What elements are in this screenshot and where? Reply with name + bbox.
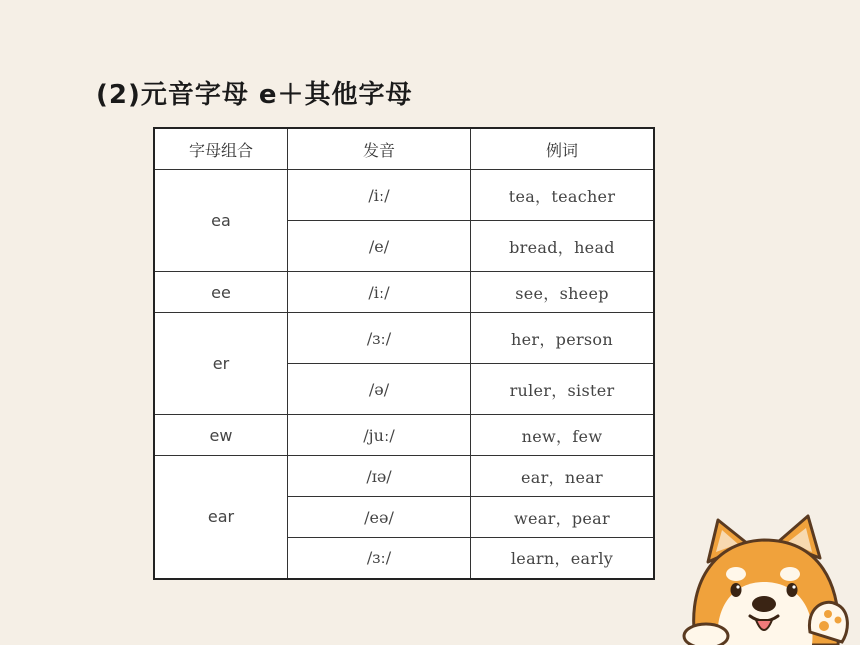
table-row [154,415,654,456]
examples-cell: ruler，sister [471,364,655,415]
examples-cell: learn，early [471,538,655,579]
combo-cell: ew [154,415,288,456]
ipa-cell: /ɜː/ [288,313,471,364]
ipa-cell: /eə/ [288,497,471,538]
phonics-table [153,127,655,580]
examples-cell: tea，teacher [471,170,655,221]
shiba-dog-icon [678,512,860,645]
table-header-row [154,128,654,170]
combo-cell: ear [154,456,288,579]
header-combo: 字母组合 [154,128,288,170]
table-row [154,456,654,497]
examples-cell: ear，near [471,456,655,497]
combo-cell: ee [154,272,288,313]
ipa-cell: /ə/ [288,364,471,415]
table-row [154,313,654,364]
table-row [154,170,654,221]
header-pronunciation: 发音 [288,128,471,170]
ipa-cell: /ɜː/ [288,538,471,579]
examples-cell: see，sheep [471,272,655,313]
examples-cell: bread，head [471,221,655,272]
ipa-cell: /e/ [288,221,471,272]
ipa-cell: /iː/ [288,170,471,221]
ipa-cell: /juː/ [288,415,471,456]
ipa-cell: /ɪə/ [288,456,471,497]
examples-cell: her，person [471,313,655,364]
examples-cell: wear，pear [471,497,655,538]
combo-cell: ea [154,170,288,272]
header-examples: 例词 [471,128,655,170]
page-title: (2)元音字母 e＋其他字母 [96,80,413,110]
ipa-cell: /iː/ [288,272,471,313]
table-row [154,272,654,313]
combo-cell: er [154,313,288,415]
examples-cell: new，few [471,415,655,456]
